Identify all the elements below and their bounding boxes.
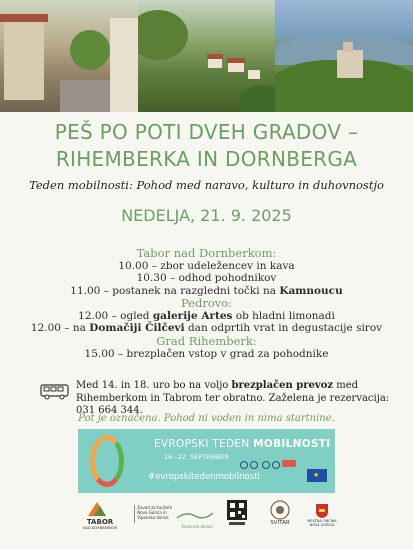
bold-kamnouc: Kamnoucu [279, 284, 343, 297]
vipava-wave-icon [176, 510, 214, 520]
schedule-item: 11.00 – postanek na razgledni točki na Kamnoucu [70, 284, 343, 297]
mobility-week-logo [90, 435, 124, 487]
schedule-rihemberk [0, 335, 413, 360]
banner-hashtag: #evropskitedenmobilnosti [148, 472, 260, 482]
castle-photo [275, 0, 413, 112]
event-date: NEDELJA, 21. 9. 2025 [121, 206, 292, 225]
place-heading: Pedrovo: [180, 296, 233, 310]
mobility-week-banner [78, 429, 335, 493]
subtitle: Teden mobilnosti: Pohod med naravo, kulturo in duhovnostjo [29, 178, 384, 192]
title-line-1: PEŠ PO POTI DVEH GRADOV – [54, 120, 359, 144]
schedule-item: 12.00 – ogled galerije Artes ob hladni limonadi [78, 309, 335, 322]
cyclists-icon [238, 455, 298, 469]
photo-strip [0, 0, 413, 112]
schedule-item: 10.30 – odhod pohodnikov [136, 272, 277, 284]
place-heading: Grad Rihemberk: [156, 334, 257, 348]
schedule-tabor [0, 247, 413, 297]
bus-icon [40, 384, 70, 400]
place-heading: Tabor nad Dornberkom: [136, 246, 277, 260]
zavod-logo: Zavod za turizem Nova Gorica in Vipavska dolina [134, 505, 178, 523]
transport-info: Med 14. in 18. uro bo na voljo brezplačen prevoz med Rihemberkom in Tabrom ter obratno. Zaželena je rezervacija: 031 664 344. [76, 380, 390, 416]
schedule-item: 12.00 – na Domačiji Čilčevi dan odprtih vrat in degustacije sirov [30, 322, 383, 334]
village-street-photo [0, 0, 138, 112]
village-hillside-photo [138, 0, 276, 112]
banner-dates: 16.–22. SEPTEMBER [164, 453, 229, 461]
svitar-logo: SVITAR [265, 500, 295, 526]
vipava-logo: Vipavska dolina [176, 505, 218, 529]
schedule-item: 15.00 – brezplačen vstop v grad za pohodnike [84, 347, 329, 360]
schedule-pedrovo [0, 297, 413, 335]
mestna-obcina-logo: MESTNA OBČINA NOVA GORICA [304, 503, 340, 527]
banner-title: EVROPSKI TEDEN MOBILNOSTI [154, 438, 331, 450]
coat-of-arms-icon [314, 503, 330, 519]
route-note: Pot je označena. Pohod ni voden in nima startnine. [78, 413, 335, 424]
svitar-emblem-icon [269, 500, 291, 520]
eu-flag-icon: ★ [307, 469, 327, 482]
partner-qr-logo [227, 500, 249, 532]
tabor-logo: TABOR NAD DORNBERKOM [78, 500, 122, 530]
tabor-emblem-icon [86, 500, 108, 518]
title-line-2: RIHEMBERKA IN DORNBERGA [55, 147, 358, 171]
schedule-item: 10.00 – zbor udeležencev in kava [118, 259, 295, 272]
qr-emblem-icon [227, 500, 247, 528]
